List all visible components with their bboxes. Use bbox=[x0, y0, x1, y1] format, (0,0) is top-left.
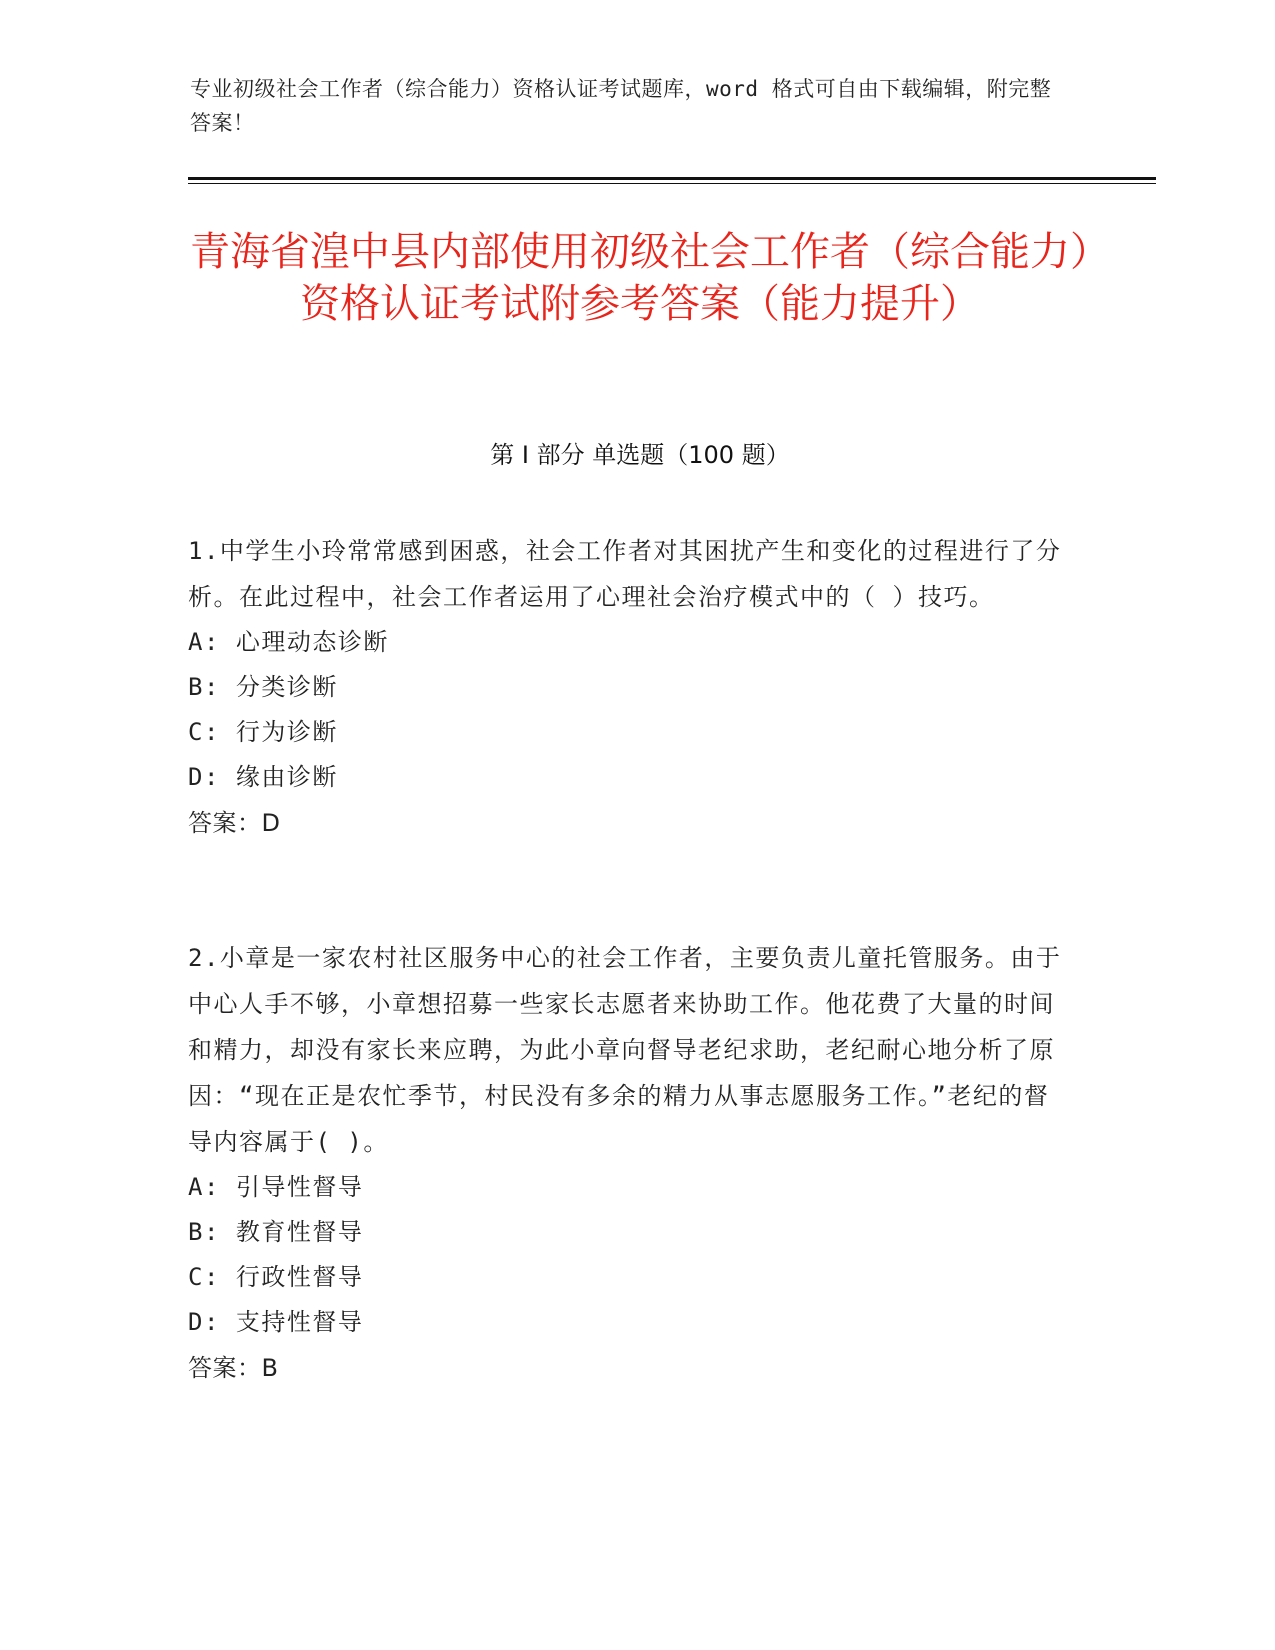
option-b: B: 分类诊断 bbox=[188, 673, 338, 701]
option-c: C: 行政性督导 bbox=[188, 1263, 364, 1291]
answer: 答案：B bbox=[188, 1354, 279, 1382]
document-title: 青海省湟中县内部使用初级社会工作者（综合能力）资格认证考试附参考答案（能力提升） bbox=[190, 229, 1090, 327]
question-stem: 1.中学生小玲常常感到困惑，社会工作者对其困扰产生和变化的过程进行了分析。在此过程中，社会工作者运用了心理社会治疗模式中的（ ）技巧。 bbox=[188, 537, 1062, 611]
option-c: C: 行为诊断 bbox=[188, 718, 338, 746]
option-b: B: 教育性督导 bbox=[188, 1218, 364, 1246]
section-title: 第 I 部分 单选题（100 题） bbox=[490, 441, 790, 469]
option-a: A: 心理动态诊断 bbox=[188, 628, 389, 656]
header-divider-thick bbox=[188, 177, 1156, 180]
answer: 答案：D bbox=[188, 809, 281, 837]
question-stem: 2.小章是一家农村社区服务中心的社会工作者，主要负责儿童托管服务。由于中心人手不够，小章想招募一些家长志愿者来协助工作。他花费了大量的时间和精力，却没有家长来应聘，为此小章向督导老纪求助，老纪耐心地分析了原因：“现在正是农忙季节，村民没有多余的精力从事志愿服务工作。”老纪的督导内容属于( )。 bbox=[188, 944, 1062, 1156]
option-d: D: 缘由诊断 bbox=[188, 763, 338, 791]
question-block bbox=[188, 935, 1068, 1391]
header-note: 专业初级社会工作者（综合能力）资格认证考试题库，word 格式可自由下载编辑，附完整答案！ bbox=[190, 77, 1052, 135]
option-a: A: 引导性督导 bbox=[188, 1173, 364, 1201]
question-block bbox=[188, 528, 1068, 846]
header-divider-thin bbox=[188, 183, 1156, 184]
option-d: D: 支持性督导 bbox=[188, 1308, 364, 1336]
